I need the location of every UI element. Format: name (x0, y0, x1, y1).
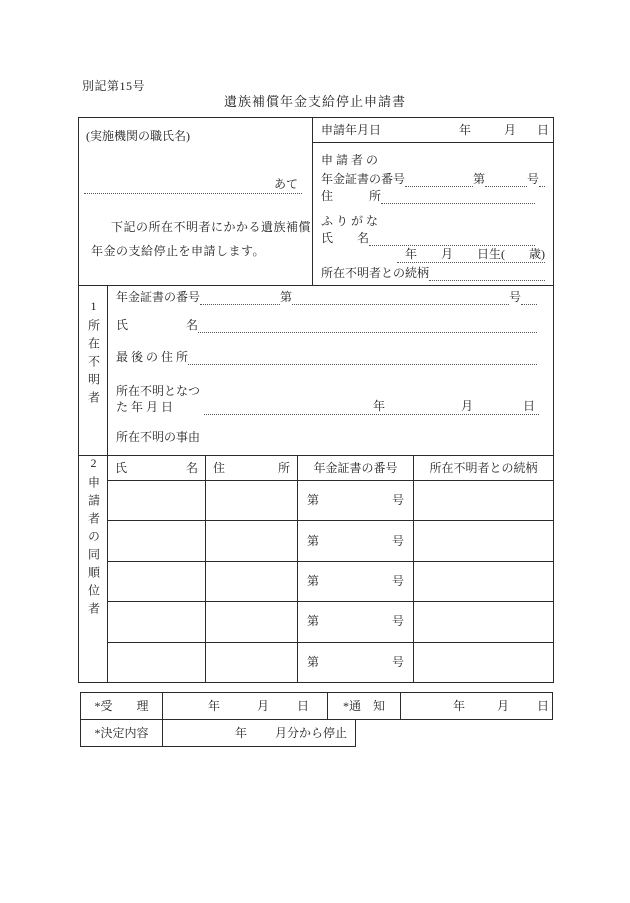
notice-label: *通 知 (328, 693, 401, 719)
applicant-birth-line (397, 246, 545, 263)
applicant-box (313, 118, 553, 285)
address-fill (381, 187, 535, 204)
missing-date-label-line2: た 年 月 日 (116, 400, 174, 414)
application-date-row (313, 118, 553, 143)
form-number: 別記第15号 (82, 79, 146, 93)
name-fill (198, 316, 537, 333)
name-cell (108, 562, 206, 601)
name-fill (369, 229, 535, 246)
table-row (108, 602, 553, 642)
applicant-name-line (321, 229, 535, 246)
cert-number-label: 年金証書の番号 (321, 172, 406, 186)
table-header-row (108, 456, 553, 481)
applicant-address-line (321, 187, 535, 204)
month-unit: 月 (503, 122, 516, 137)
applicant-cert-number-line (321, 170, 545, 187)
statement-line-2: 年金の支給停止を申請します。 (91, 244, 266, 258)
missing-date-line (116, 398, 539, 415)
missing-reason-label: 所在不明の事由 (116, 430, 201, 444)
relation-fill (429, 264, 545, 281)
agency-name-label: (実施機関の職氏名) (86, 129, 190, 143)
header-cert-number: 年金証書の番号 (298, 456, 414, 480)
relation-cell (414, 521, 553, 560)
application-date-label: 申請年月日 (321, 122, 382, 137)
address-label: 住 所 (321, 189, 382, 203)
applicant-group-label: 申 請 者 の (321, 153, 379, 167)
section1-body (108, 286, 553, 455)
table-row (108, 562, 553, 602)
table-row (108, 521, 553, 561)
day-unit: 日 (537, 698, 550, 713)
year-unit: 年 (458, 122, 471, 137)
header-name: 氏 名 (108, 456, 206, 480)
year-unit: 年 (453, 698, 466, 713)
main-form-table (78, 117, 554, 683)
dai-label: 第 (472, 172, 485, 186)
missing-date-label-line1: 所在不明となつ (116, 384, 201, 398)
dai-label: 第 (307, 574, 320, 589)
office-table-row-1 (80, 692, 553, 720)
section2-side-label: 2申請者の同順位者 (86, 456, 101, 620)
name-label: 氏 名 (116, 318, 198, 332)
relation-cell (414, 643, 553, 682)
missing-date-fill (204, 399, 539, 415)
name-cell (108, 643, 206, 682)
office-table-row-2 (80, 720, 356, 747)
section2-side-column (79, 456, 108, 682)
name-cell (108, 481, 206, 520)
cert-number-cell (298, 521, 414, 560)
notice-date-cell (401, 693, 552, 719)
year-unit: 年 (208, 698, 221, 713)
decision-label: *決定内容 (81, 720, 163, 746)
go-label: 号 (391, 574, 404, 589)
cert-number-fill (292, 288, 509, 305)
day-unit: 日 (536, 122, 549, 137)
section2-table (108, 456, 553, 682)
mp-name-line (116, 316, 537, 333)
header-address: 住 所 (206, 456, 298, 480)
missing-person-section (79, 285, 553, 455)
applicant-details (313, 143, 553, 285)
header-relation: 所在不明者との続柄 (429, 460, 538, 475)
section1-side-label: 1所在不明者 (86, 299, 101, 409)
cert-number-fill (521, 288, 537, 305)
day-unit: 日 (297, 698, 310, 713)
dai-label: 第 (307, 614, 320, 629)
go-label: 号 (391, 614, 404, 629)
cert-number-label: 年金証書の番号 (116, 290, 201, 304)
last-address-fill (188, 348, 537, 365)
name-cell (108, 521, 206, 560)
cert-number-fill (200, 288, 280, 305)
month-unit: 月 (257, 698, 270, 713)
section1-side-column (79, 286, 108, 455)
receipt-label: *受 理 (81, 693, 163, 719)
year-unit: 年 (235, 725, 248, 740)
cert-number-fill (485, 170, 527, 187)
address-cell (206, 521, 298, 560)
table-row (108, 481, 553, 521)
relation-cell (414, 562, 553, 601)
month-unit: 月 (497, 698, 510, 713)
relation-cell (414, 481, 553, 520)
dai-label: 第 (307, 493, 320, 508)
cert-number-cell (298, 562, 414, 601)
address-cell (206, 643, 298, 682)
table-row (108, 643, 553, 682)
cert-number-cell (298, 602, 414, 641)
furigana-label: ふ り が な (321, 214, 379, 228)
address-cell (206, 602, 298, 641)
address-cell (206, 562, 298, 601)
applicant-relation-line (321, 264, 545, 281)
day-unit: 日 (522, 399, 535, 413)
dai-label: 第 (280, 290, 293, 304)
relation-cell (414, 602, 553, 641)
go-label: 号 (526, 172, 539, 186)
cert-number-cell (298, 481, 414, 520)
dai-label: 第 (307, 533, 320, 548)
address-cell (206, 481, 298, 520)
go-label: 号 (508, 290, 521, 304)
last-address-label: 最 後 の 住 所 (116, 350, 189, 364)
mp-cert-number-line (116, 288, 537, 305)
cert-number-fill (405, 170, 473, 187)
name-cell (108, 602, 206, 641)
decision-content-cell (163, 720, 355, 746)
go-label: 号 (391, 533, 404, 548)
relation-label: 所在不明者との続柄 (321, 266, 430, 280)
same-rank-section (79, 455, 553, 682)
receipt-date-cell (163, 693, 328, 719)
month-unit: 月 (460, 399, 473, 413)
top-section (79, 118, 553, 285)
cert-number-fill (539, 170, 545, 187)
statement-line-1: 下記の所在不明者にかかる遺族補償 (111, 220, 312, 234)
go-label: 号 (391, 493, 404, 508)
birth-date-label: 年 月 日生( 歳) (405, 247, 545, 261)
name-label: 氏 名 (321, 231, 370, 245)
decision-suffix: 月分から停止 (275, 725, 348, 740)
page-title: 遺族補償年金支給停止申請書 (223, 94, 406, 109)
dai-label: 第 (307, 654, 320, 669)
recipient-box (79, 118, 313, 285)
mp-last-address-line (116, 348, 537, 365)
addressee-fill-line: あて (84, 177, 302, 194)
go-label: 号 (391, 654, 404, 669)
year-unit: 年 (372, 399, 385, 413)
cert-number-cell (298, 643, 414, 682)
